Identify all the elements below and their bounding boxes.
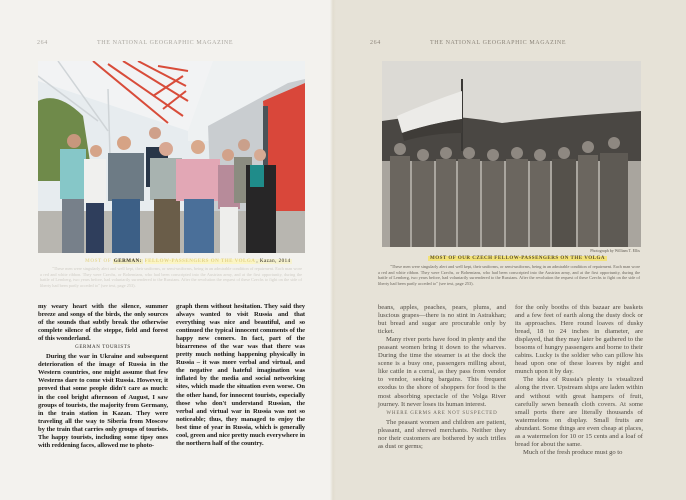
text-column-2 bbox=[176, 303, 305, 448]
paragraph-intro: my weary heart with the silence, summer breeze and songs of the birds, the only sources of the sounds that subtly break the otherwise complete silence of the steppe, field and forest of this wonderland. bbox=[38, 303, 168, 343]
running-title: THE NATIONAL GEOGRAPHIC MAGAZINE bbox=[430, 40, 567, 46]
page-number: 264 bbox=[370, 40, 381, 46]
caption-text: "These men were singularly alert and well kept, their uniforms, or semi-uniforms, being in an admirable condition of repairment. Each man wore a red and white ribbon. They were Czechs, or Bohemians, who had been conscripted into the Austrian army, and at the first opportunity, during the battle of Lemberg, two years before, had voluntarily surrendered to the Russians. After the revolution the request of these Czechs to fight on the side of liberty had been partly acceded to" (see text, page 253). bbox=[40, 266, 302, 288]
paragraph: During the war in Ukraine and subsequent deterioration of the image of Russia in the Western countries, one might assume that few Westerns dare to come visit Russia. However, it proved that some people didn't care as much: in the cool bright afternoon of August, I saw groups of tourists, the majority from Germany, in the train station in Kazan. They were traveling all the way to Siberia from Moscow by the train that carries only groups of tourists. The happy tourists, including some tipsy ones with reddening faces, allowed me to photo- bbox=[38, 353, 168, 449]
caption-highlight: GERMAN: bbox=[113, 259, 142, 264]
photo-caption-title: MOST OF OUR CZECH FELLOW-PASSENGERS ON THE VOLGA bbox=[430, 256, 605, 261]
paragraph-intro: beans, apples, peaches, pears, plums, and luscious grapes—there is no stint in Astrakhan; but bread and sugar are procurable only by ticket. bbox=[378, 304, 506, 336]
photo-color-group-platform-icon bbox=[38, 61, 305, 253]
caption-place: , Kazan, 2014 bbox=[256, 259, 291, 264]
running-head bbox=[37, 40, 233, 46]
paragraph: The peasant women and children are patient, pleasant, and shrewd merchants. Neither they nor their customers are bothered by such trifles as dust or germs; bbox=[378, 418, 506, 450]
photo-credit: Photograph by William T. Ellis bbox=[590, 248, 640, 253]
running-head bbox=[370, 40, 566, 46]
paragraph: The idea of Russia's plenty is visualized along the river. Upstream ships are laden within and without with great hampers of fruit, carefully sewn beneath cloth covers. At some small ports there are literally thousands of watermelons on display. Small fruits are abundant. Some things are even cheap at places, as a watermelon for 10 or 15 cents and a loaf of bread for about the same. bbox=[515, 376, 643, 448]
photo-tourists bbox=[38, 61, 305, 253]
text-column-1 bbox=[378, 304, 506, 451]
paragraph: Many river ports have food in plenty and the peasant women bring it down to the wharves. During the time the steamer is at the dock the scene is a busy one, passengers milling about, like cattle in a corral, as they pass from vendor to vendor, seeking bargains. This frequent exodus to the shore of shoppers for food is the most absorbing spectacle of the Volga River journey. It never loses its human interest. bbox=[378, 336, 506, 408]
caption-prefix: MOST OF bbox=[85, 259, 112, 264]
caption-body bbox=[378, 264, 640, 286]
caption-text: "These men were singularly alert and well kept, their uniforms, or semi-uniforms, being in an admirable condition of repairment. Each man wore a red and white ribbon. They were Czechs, or Bohemians, who had been conscripted into the Austrian army, and at the first opportunity, during the battle of Lemberg, two years before, had voluntarily surrendered to the Russians. After the revolution the request of these Czechs to fight on the side of liberty had been partly acceded to" (see text, page 253). bbox=[378, 264, 640, 286]
caption-rest: FELLOW-PASSENGERS ON THE VOLGA bbox=[144, 259, 256, 264]
left-page bbox=[0, 0, 333, 500]
caption-body bbox=[40, 266, 302, 288]
text-column-1 bbox=[38, 303, 168, 450]
photo-bw-soldiers-flag-icon bbox=[382, 61, 641, 247]
photo-czech-soldiers bbox=[382, 61, 641, 247]
paragraph-intro: for the only booths of this bazaar are baskets and a few feet of earth along the dusty dock or its approaches. Here round loaves of dusky bread, 18 to 24 inches in diameter, are displayed, that they may later be gathered to the bosoms of hungry passengers and borne to their cabins. Lucky is the soldier who can pillow his head upon one of these loaves by night and munch upon it by day. bbox=[515, 304, 643, 376]
paragraph: Much of the fresh produce must go to bbox=[523, 448, 623, 456]
right-page bbox=[333, 0, 686, 500]
page-gutter bbox=[330, 0, 336, 500]
paragraph: graph them without hesitation. They said they always wanted to visit Russia and that everything was nice and beautiful, and so continued the typical innocent comments of the happy new comers. In fact, part of the bizarreness of the war was that there was pretty much nothing happening physically in Russia – it was more verbal and virtual, and the negative and hateful imagination was inflated by the media and social networking sites, which made the situation even worse. On the other hand, for innocent tourists, especially those who don't understand Russian, the verbal and virtual war in Russia was not so noticeable; thus, they managed to enjoy the best time of year in Russia, which is generally cool, green and nice pretty much everywhere in the northern half of the country. bbox=[176, 303, 305, 447]
photo-caption-title bbox=[85, 259, 292, 264]
page-number: 264 bbox=[37, 40, 48, 46]
subheading: WHERE GERMS ARE NOT SUSPECTED bbox=[386, 410, 498, 416]
subheading: GERMAN TOURISTS bbox=[75, 345, 131, 351]
running-title: THE NATIONAL GEOGRAPHIC MAGAZINE bbox=[97, 40, 234, 46]
text-column-2 bbox=[515, 304, 643, 457]
